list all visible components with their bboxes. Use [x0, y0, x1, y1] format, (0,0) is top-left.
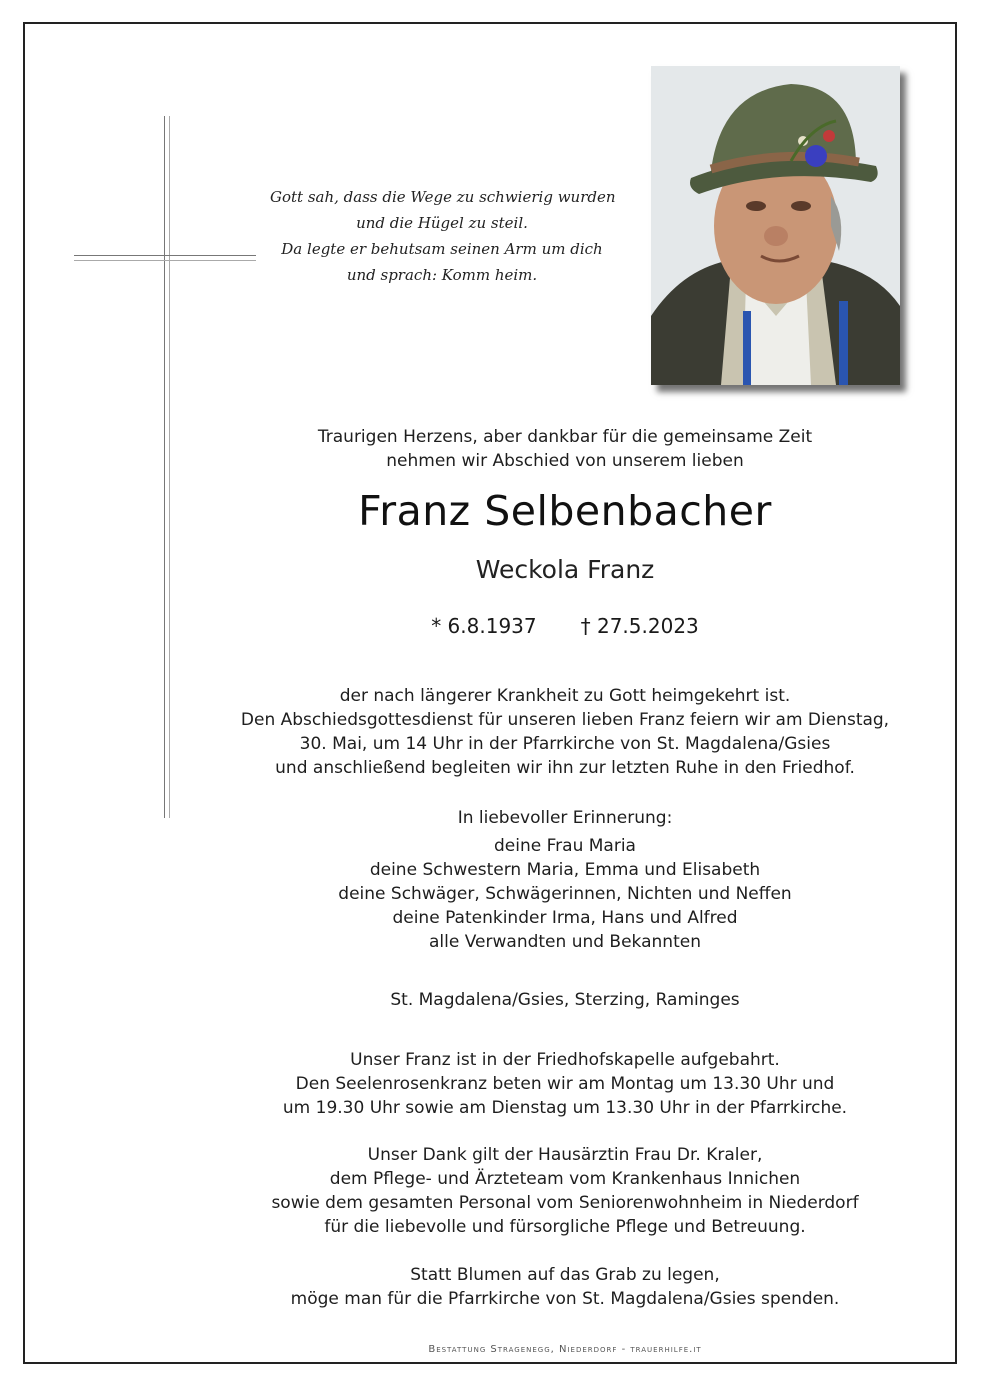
mourner-line: deine Patenkinder Irma, Hans und Alfred — [392, 908, 738, 928]
announcement-line: Den Abschiedsgottesdienst für unseren lieben Franz feiern wir am Dienstag, — [240, 710, 890, 730]
poem-line: Gott sah, dass die Wege zu schwierig wurden — [270, 188, 616, 206]
intro-line: nehmen wir Abschied von unserem lieben — [386, 451, 744, 471]
footer-credit: Bestattung Stragenegg, Niederdorf - trauerhilfe.it — [428, 1344, 702, 1355]
mourner-line: deine Schwestern Maria, Emma und Elisabeth — [369, 860, 761, 880]
wake-line: um 19.30 Uhr sowie am Dienstag um 13.30 Uhr in der Pfarrkirche. — [282, 1098, 848, 1118]
mourner-line: deine Frau Maria — [494, 836, 636, 856]
flowers-line: Statt Blumen auf das Grab zu legen, — [410, 1265, 720, 1285]
mourner-line: alle Verwandten und Bekannten — [429, 932, 701, 952]
poem-line: und sprach: Komm heim. — [346, 266, 538, 284]
poem — [270, 184, 614, 288]
poem-line: und die Hügel zu steil. — [356, 214, 528, 232]
birth-date: * 6.8.1937 — [431, 614, 537, 638]
flowers-line: möge man für die Pfarrkirche von St. Magdalena/Gsies spenden. — [290, 1289, 840, 1309]
portrait-photo — [651, 66, 900, 385]
mourner-line: deine Schwäger, Schwägerinnen, Nichten und Neffen — [338, 884, 792, 904]
places: St. Magdalena/Gsies, Sterzing, Raminges — [390, 990, 740, 1010]
announcement-line: 30. Mai, um 14 Uhr in der Pfarrkirche von St. Magdalena/Gsies — [299, 734, 831, 754]
wake-text — [190, 1048, 940, 1120]
thanks-line: dem Pflege- und Ärzteteam vom Krankenhaus Innichen — [329, 1169, 801, 1189]
nickname: Weckola Franz — [475, 555, 655, 584]
life-dates — [190, 612, 940, 640]
wake-line: Den Seelenrosenkranz beten wir am Montag um 13.30 Uhr und — [295, 1074, 835, 1094]
memory-heading: In liebevoller Erinnerung: — [457, 808, 673, 828]
wake-line: Unser Franz ist in der Friedhofskapelle aufgebahrt. — [350, 1050, 780, 1070]
announcement-line: und anschließend begleiten wir ihn zur letzten Ruhe in den Friedhof. — [275, 758, 855, 778]
cross-horizontal-bar — [74, 255, 256, 261]
flowers-text — [190, 1263, 940, 1311]
deceased-name: Franz Selbenbacher — [358, 487, 772, 535]
thanks-line: Unser Dank gilt der Hausärztin Frau Dr. Kraler, — [367, 1145, 763, 1165]
poem-line: Da legte er behutsam seinen Arm um dich — [281, 240, 603, 258]
thanks-text — [190, 1143, 940, 1239]
intro-line: Traurigen Herzens, aber dankbar für die gemeinsame Zeit — [317, 427, 813, 447]
thanks-line: sowie dem gesamten Personal vom Seniorenwohnheim in Niederdorf — [271, 1193, 859, 1213]
announcement-line: der nach längerer Krankheit zu Gott heimgekehrt ist. — [339, 686, 791, 706]
intro-text — [190, 425, 940, 473]
cross-vertical-bar — [164, 116, 170, 818]
thanks-line: für die liebevolle und fürsorgliche Pflege und Betreuung. — [324, 1217, 806, 1237]
announcement-text — [190, 684, 940, 780]
mourners-list — [190, 834, 940, 954]
death-date: † 27.5.2023 — [580, 614, 699, 638]
